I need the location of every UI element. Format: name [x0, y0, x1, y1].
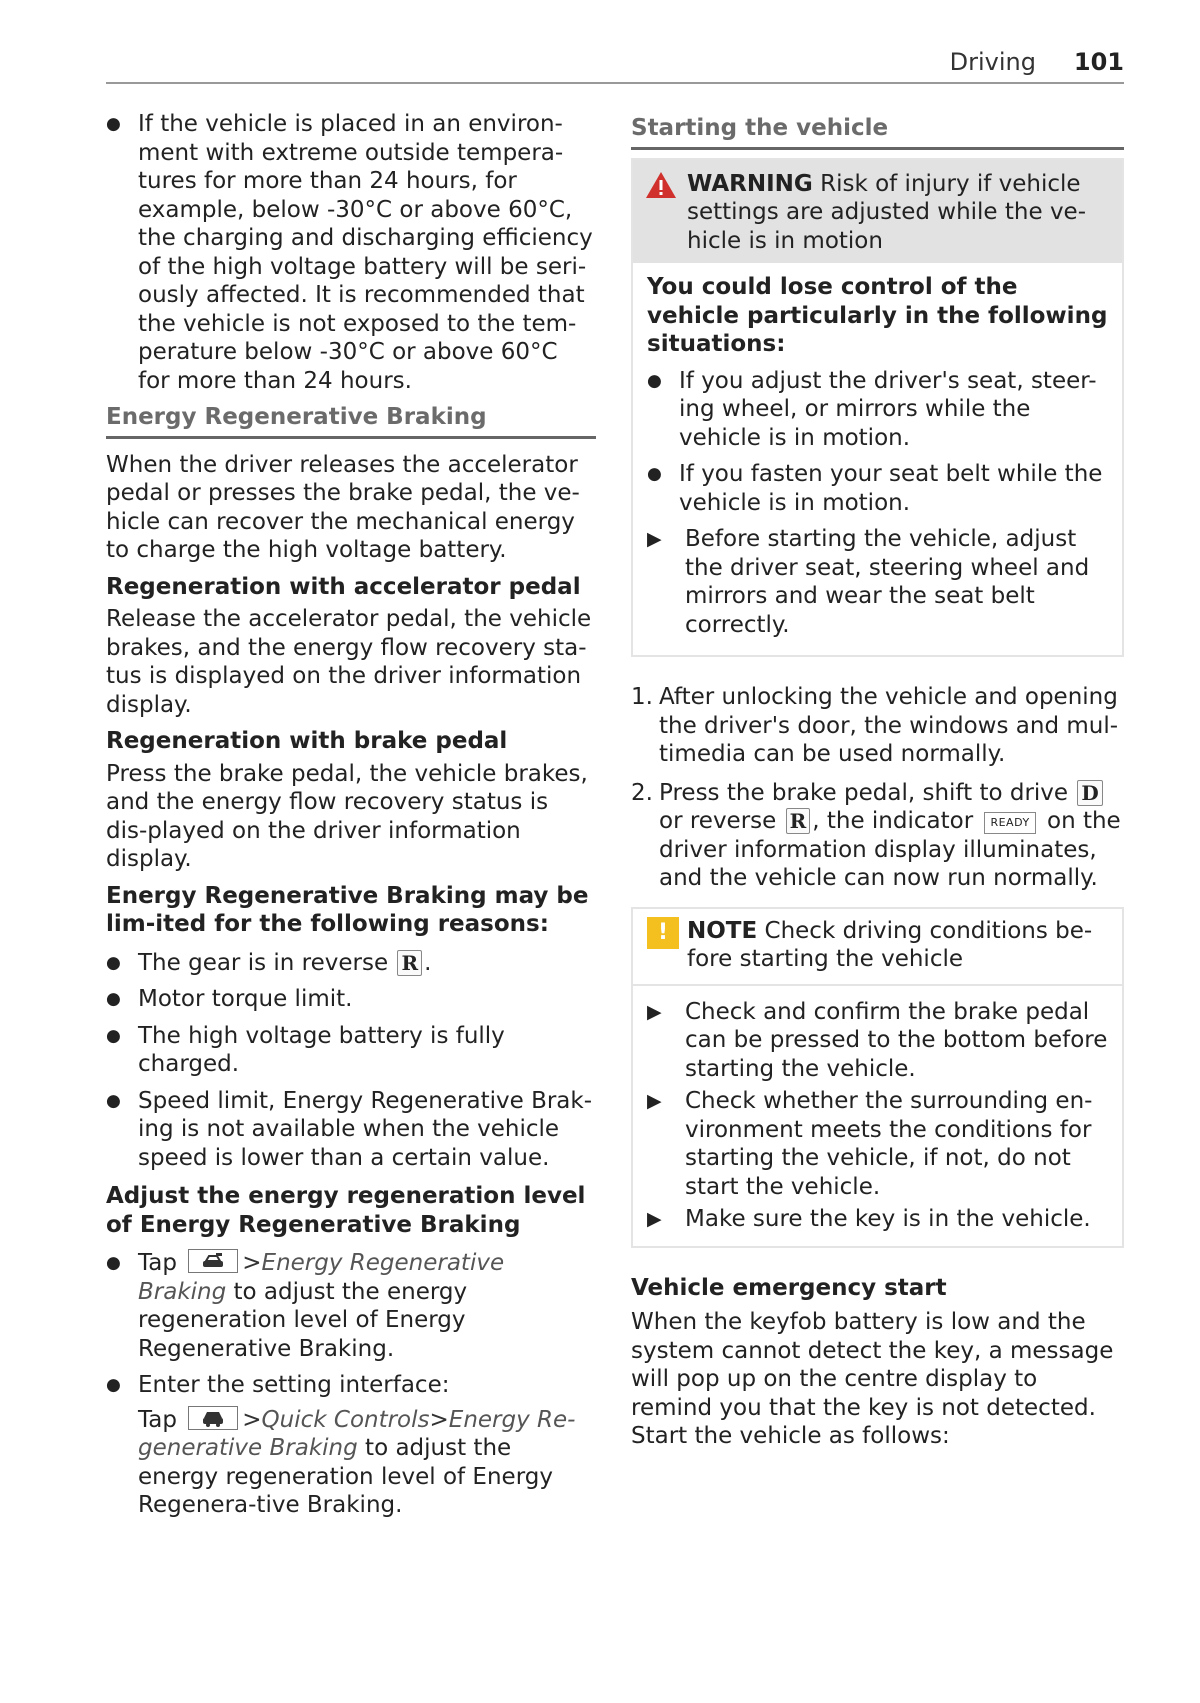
list-item [106, 1249, 596, 1363]
intro-bullet: ● If the vehicle is placed in an environ-ment with extreme outside tempera-tures for more than 24 hours, for example, below -30°C or above 60°C, the charging and discharging efficiency of the high voltage battery will be seri-ously affected. It is recommended that the vehicle is not exposed to the tem-perature below -30°C or above 60°C for more than 24 hours. [106, 110, 596, 395]
note-list [647, 998, 1110, 1234]
list-item: ● Motor torque limit. [106, 985, 596, 1014]
reverse-key-icon: R [786, 808, 811, 834]
warning-list [647, 367, 1110, 518]
warning-triangle-icon [645, 171, 677, 199]
limited-list [106, 949, 596, 1173]
step-text-b: or reverse [659, 808, 777, 834]
energy-braking-title: Energy Regenerative Braking [106, 403, 596, 439]
step-text-d: on the driver information display illuminates, and the vehicle can now run normally. [659, 808, 1121, 891]
step-item [631, 683, 1124, 769]
tap-word: Tap [138, 1250, 177, 1276]
warning-body [633, 263, 1122, 655]
limited-heading: Energy Regenerative Braking may be lim-ited for the following reasons: [106, 882, 589, 937]
step-text: After unlocking the vehicle and opening the driver's door, the windows and mul-timedia can be used normally. [659, 684, 1119, 767]
vehicle-settings-icon [188, 1249, 238, 1273]
step-text-a: Press the brake pedal, shift to drive [659, 779, 1069, 806]
emergency-heading: Vehicle emergency start [631, 1274, 947, 1301]
list-item [106, 949, 596, 978]
list-item: ▶ Check and confirm the brake pedal can be pressed to the bottom before starting the vehicle. [647, 998, 1110, 1084]
list-item: ● The high voltage battery is fully charged. [106, 1022, 596, 1079]
step-number: 1. [631, 684, 653, 710]
tap2-rest: to adjust the energy regeneration level of Energy Regenera-tive Braking. [138, 1435, 553, 1518]
step-text-c: , the indicator [812, 808, 974, 834]
section-name: Driving [949, 48, 1036, 76]
adjust-list [106, 1249, 596, 1520]
reverse-key-icon: R [397, 950, 422, 976]
note-box [631, 907, 1124, 1248]
emergency-para: When the keyfob battery is low and the system cannot detect the key, a message will pop up on the centre display to remind you that the key is not detected. Start the vehicle as follows: [631, 1309, 1114, 1449]
tap2-link: Energy Re-generative Braking [138, 1406, 576, 1461]
warning-box [631, 158, 1124, 658]
step-item [631, 779, 1124, 893]
warning-label: WARNING [687, 170, 813, 197]
start-steps [631, 683, 1124, 893]
starting-title: Starting the vehicle [631, 114, 1124, 150]
quick-controls-link: Quick Controls [261, 1406, 430, 1433]
chevron-right-icon: > [242, 1250, 262, 1276]
brake-heading: Regeneration with brake pedal [106, 728, 508, 754]
accel-para: Release the accelerator pedal, the vehicle brakes, and the energy flow recovery sta-tus is displayed on the driver information display. [106, 606, 592, 718]
tap1-rest: to adjust the energy regeneration level of Energy Regenerative Braking. [138, 1278, 468, 1362]
note-label: NOTE [687, 917, 758, 944]
accel-heading: Regeneration with accelerator pedal [106, 573, 581, 600]
step-number: 2. [631, 779, 653, 806]
note-exclamation-icon: ! [647, 917, 679, 949]
warning-action-list [647, 525, 1110, 639]
list-item: ▶ Check whether the surrounding en-vironment meets the conditions for starting the vehicle, if not, do not start the vehicle. [647, 1087, 1110, 1201]
warning-title: Risk of injury if vehicle settings are adjusted while the ve-hicle is in motion [687, 170, 1087, 254]
intro-list [106, 110, 596, 395]
tap1-link: Energy Regenerative Braking [138, 1250, 505, 1305]
list-item: ● If you adjust the driver's seat, steer-ing wheel, or mirrors while the vehicle is in motion. [647, 367, 1110, 453]
chevron-right-icon: > [242, 1406, 262, 1433]
page-number: 101 [1073, 48, 1124, 76]
reverse-end: . [424, 949, 432, 976]
list-item: ▶ Make sure the key is in the vehicle. [647, 1205, 1110, 1234]
right-column [631, 110, 1124, 1451]
note-title: Check driving conditions be-fore starting the vehicle [687, 917, 1093, 972]
vehicle-icon [188, 1406, 238, 1430]
warning-header [633, 160, 1122, 264]
drive-key-icon: D [1077, 780, 1102, 806]
note-header [633, 909, 1122, 986]
brake-para: Press the brake pedal, the vehicle brakes, and the energy flow recovery status is dis-played on the driver information display. [106, 760, 588, 872]
tap-word: Tap [138, 1406, 177, 1433]
enter-text: ● Enter the setting interface: [138, 1372, 450, 1398]
energy-intro-para: When the driver releases the accelerator pedal or presses the brake pedal, the ve-hicle can recover the mechanical energy to charge the high voltage battery. [106, 451, 580, 563]
note-body [633, 986, 1122, 1246]
list-item: ● Speed limit, Energy Regenerative Brak-ing is not available when the vehicle speed is lower than a certain value. [106, 1087, 596, 1173]
ready-indicator-icon: READY [984, 812, 1035, 834]
list-item: ▶ Before starting the vehicle, adjust the driver seat, steering wheel and mirrors and wear the seat belt correctly. [647, 525, 1110, 639]
list-item [106, 1371, 596, 1520]
left-column [106, 110, 596, 1528]
adjust-heading: Adjust the energy regeneration level of Energy Regenerative Braking [106, 1183, 586, 1238]
list-item: ● If you fasten your seat belt while the vehicle is in motion. [647, 460, 1110, 517]
chevron-right-icon: > [429, 1406, 449, 1433]
reverse-text: The gear is in reverse [138, 949, 389, 976]
warning-lead: You could lose control of the vehicle particularly in the following situations: [647, 274, 1108, 357]
page-header [106, 44, 1124, 84]
